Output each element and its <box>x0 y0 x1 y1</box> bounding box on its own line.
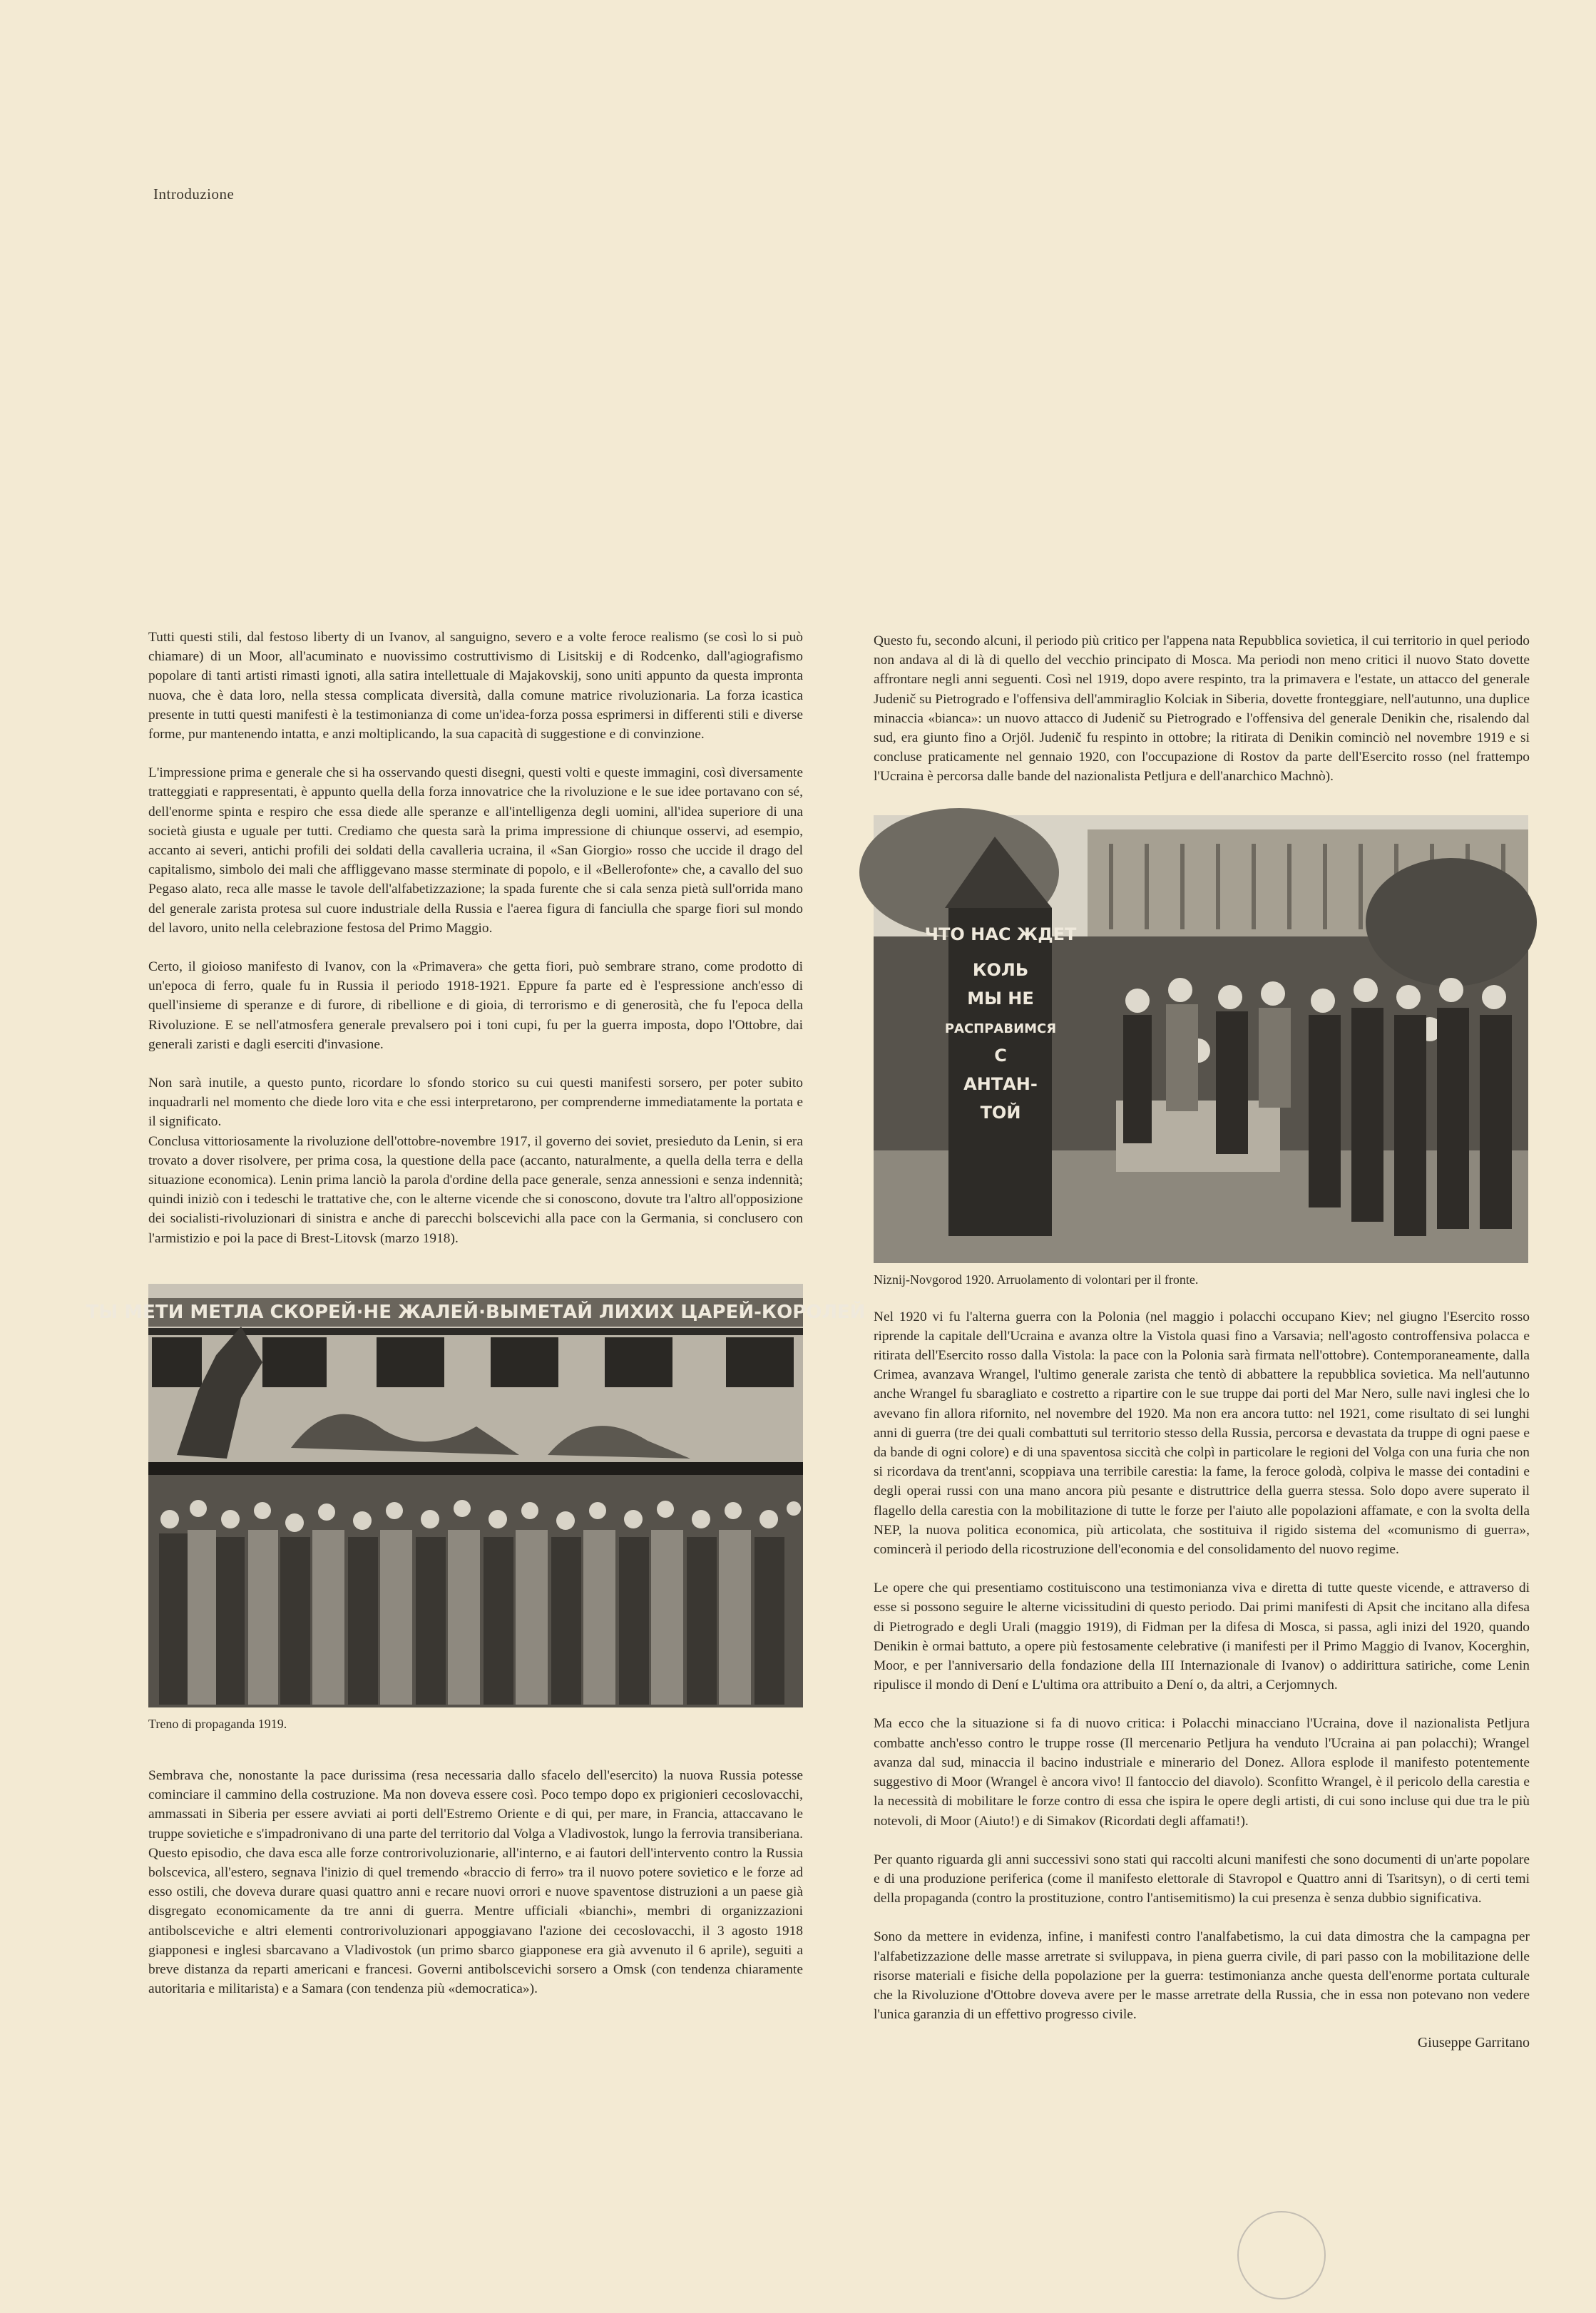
paragraph: Certo, il gioioso manifesto di Ivanov, con la «Primavera» che getta fiori, può sembrare strano, come prodotto di un'epoca di ferro, quale fu in Russia il periodo 1918-1921. Eppure fa parte ed è l'espressione anch'esso di quell'insieme di speranze e di furore, di ribellione e di gioia, di terrorismo e di generosità, che fu l'epoca della Rivoluzione. E se nell'atmosfera generale prevalsero poi i toni cupi, fu per la guerra imposta, dopo l'Ottobre, dai generali zaristi e dagli eserciti d'invasione. <box>148 959 803 1052</box>
photo-caption: Niznij-Novgorod 1920. Arruolamento di volontari per il fronte. <box>874 1272 1199 1287</box>
kiosk-text-line: КОЛЬ <box>972 959 1029 980</box>
section-header: Introduzione <box>153 185 235 203</box>
paragraph: L'impressione prima e generale che si ha osservando questi disegni, questi volti e queste immagini, così diversamente tratteggiati e rappresentati, è appunto quella della forza innovatrice che la rivoluzione e le sue idee portavano con sé, dell'enorme spinta e respiro che essa diede alle speranze e all'intelligenza degli uomini, all'idea superiore di una società giusta e uguale per tutti. Crediamo che questa sarà la prima impressione di chiunque osservi, ad esempio, accanto ai severi, antichi profili dei soldati della cavalleria ucraina, il «San Giorgio» rosso che uccide il drago del capitalismo, simbolo dei mali che affliggevano masse sterminate di popolo, e il «Bellerofonte» che, a cavallo del suo Pegaso alato, reca alle masse le tavole dell'alfabetizzazione; la spada furente che si cala senza pietà sull'orrida mano del generale zarista protesa sul cuore industriale della Russia e l'aerea figura di fanciulla che sparge fiori sul mondo del lavoro, unito nella celebrazione festosa del Primo Maggio. <box>148 765 803 936</box>
kiosk-text-line: РАСПРАВИМСЯ <box>944 1021 1057 1036</box>
paragraph: Non sarà inutile, a questo punto, ricordare lo sfondo storico su cui questi manifesti sorsero, per poter subito inquadrarli nel momento che diede loro vita e che essi interpretarono, per comprenderne immediatamente la portata e il significato. <box>148 1076 803 1130</box>
left-column <box>86 628 866 2018</box>
kiosk-text-line: ТОЙ <box>980 1102 1021 1123</box>
paragraph: Questo fu, secondo alcuni, il periodo più critico per l'appena nata Repubblica sovietica, il cui territorio in quel periodo non andava al di là di quello del vecchio principato di Mosca. Ma periodi non meno critici il nuovo Stato dovette affrontare negli anni seguenti. Così nel 1919, dopo avere respinto, tra la primavera e l'estate, un attacco del generale Judenič su Pietrogrado e l'offensiva dell'ammiraglio Kolciak in Siberia, dovette fronteggiare, nell'autunno, una duplice minaccia «bianca»: un nuovo attacco di Judenič su Pietrogrado e l'offensiva del generale Denikin che, risalendo dal sud, era giunto fino a Orjöl. Judenič fu respinto in ottobre; la ritirata di Denikin cominciò nel novembre 1919 e si concluse praticamente nel gennaio 1920, con l'occupazione di Rostov da parte dell'Esercito rosso (nel frattempo l'Ucraina è percorsa dalle bande del nazionalista Petljura e dell'anarchico Machnò). <box>874 633 1530 785</box>
kiosk-text-line: МЫ НЕ <box>967 988 1034 1009</box>
kiosk-text-line: ЧТО НАС ЖДЕТ <box>924 924 1077 944</box>
paragraph: Per quanto riguarda gli anni successivi sono stati qui raccolti alcuni manifesti che sono documenti di un'arte popolare e di una produzione periferica (come il manifesto elettorale di Stavropol e Quattro anni di Tsaritsyn), o di certi temi della propaganda (contro la prostituzione, contro l'antisemitismo) la cui presenza è senza dubbio significativa. <box>874 1852 1530 1906</box>
paragraph: Conclusa vittoriosamente la rivoluzione dell'ottobre-novembre 1917, il governo dei soviet, presieduto da Lenin, si era trovato a dover risolvere, per prima cosa, la questione della pace (accanto, naturalmente, a quella della terra e della situazione economica). Lenin prima lanciò la parola d'ordine della pace generale, senza annessioni e senza indennità; quindi iniziò con i tedeschi le trattative che, con le alterne vicende che si conoscono, dovute tra l'altro all'opposizione dei socialisti-rivoluzionari di sinistra e anche di parecchi bolscevichi alla pace con la Germania, si conclusero con l'armistizio e poi la pace di Brest-Litovsk (marzo 1918). <box>148 1133 803 1246</box>
propaganda-train-photo <box>86 1284 866 1707</box>
right-column <box>874 631 1530 2053</box>
library-stamp <box>1237 2211 1326 2299</box>
paragraph: Nel 1920 vi fu l'alterna guerra con la Polonia (nel maggio i polacchi occupano Kiev; nel giugno l'Esercito rosso riprende la capitale dell'Ucraina e avanza oltre la Vistola quasi fino a Varsavia; nell'agosto controffensiva polacca e ritirata dell'Esercito rosso dalla Vistola: la pace con la Polonia sarà firmata nell'ottobre). Contemporaneamente, dalla Crimea, avanzava Wrangel, l'ultimo generale zarista che tentò di abbattere la repubblica sovietica. Ma nell'autunno anche Wrangel fu sbaragliato e costretto a ripartire con le sue truppe dai porti del Mar Nero, sulle navi inglesi che lo avevano fin allora rifornito, nel novembre del 1920. Ma non era ancora tutto: nel 1921, come risultato di sei lunghi anni di guerra (tre dei quali combattuti sul territorio stesso della Russia, percorsa e devastata da truppe di ogni paese e da bande di ogni colore) e di una spaventosa siccità che colpì in particolare le regioni del Volga con una furia che non si ricordava da trent'anni, scoppiava una terribile carestia: la fame, la feroce golodà, colpiva le masse dei contadini e degli operai russi con una mano ancora più pesante e distruttrice della guerra stessa. Solo dopo avere superato il flagello della carestia con la mobilitazione di tutte le forze per l'aiuto alle popolazioni affamate, e con la svolta della NEP, la nuova politica economica, più articolata, che sostituiva il rigido sistema del «comunismo di guerra», comincerà il periodo della ricostruzione dell'economia e del consolidamento del nuovo regime. <box>874 1309 1530 1558</box>
paragraph: Le opere che qui presentiamo costituiscono una testimonianza viva e diretta di tutte queste vicende, e attraverso di esse si possono seguire le alterne vicissitudini di questo periodo. Dai primi manifesti di Apsit che incitano alla difesa di Pietrogrado e degli Urali (maggio 1919), di Fidman per la difesa di Mosca, si passa, agli inizi del 1920, quando Denikin è ormai battuto, a opere più festosamente celebrative (i manifesti per il Primo Maggio di Ivanov, Kocerghin, Moor, e per l'anniversario della fondazione della III Internazionale di Ivanov) o addirittura satiriche, come Lenin ripulisce il mondo di Dení e L'ultima ora attribuito a Dení o, da altri, a Cerjomnych. <box>874 1581 1530 1693</box>
paragraph: Ma ecco che la situazione si fa di nuovo critica: i Polacchi minacciano l'Ucraina, dove il nazionalista Petljura combatte anch'esso contro le truppe rosse (Il mercenario Petljura ha venduto l'Ucraina ai pan polacchi); Wrangel avanza dal sud, minaccia il bacino industriale e minerario del Donez. Allora esplode il manifesto potentemente suggestivo di Moor (Wrangel è ancora vivo! Il fantoccio del diavolo). Sconfitto Wrangel, è il pericolo della carestia e la necessità di mobilitare le forze contro di essa che ispira le opere degli artisti, di cui sono incluse qui due tra le più notevoli, di Moor (Aiuto!) e di Simakov (Ricordati degli affamati!). <box>874 1716 1530 1829</box>
photo-caption: Treno di propaganda 1919. <box>148 1716 287 1731</box>
author-signature: Giuseppe Garritano <box>1417 2035 1530 2051</box>
kiosk-text-line: С <box>994 1045 1007 1066</box>
train-banner-text: ТЫ МЕТИ МЕТЛА СКОРЕЙ·НЕ ЖАЛЕЙ·ВЫМЕТАЙ ЛИХИХ ЦАРЕЙ-КОРОЛЕЙ <box>86 1301 866 1323</box>
kiosk-text-line: АНТАН- <box>963 1073 1038 1094</box>
paragraph: Sono da mettere in evidenza, infine, i manifesti contro l'analfabetismo, la cui data dimostra che la campagna per l'alfabetizzazione delle masse arretrate si sviluppava, in piena guerra civile, di pari passo con la mobilitazione delle risorse materiali e fisiche della popolazione per la guerra: testimonianza anche questa dell'enorme portata culturale che la Rivoluzione d'Ottobre doveva avere per le masse arretrate della Russia, che in essa non potevano non vedere l'unica garanzia di un effettivo progresso civile. <box>874 1929 1530 2023</box>
paragraph: Tutti questi stili, dal festoso liberty di un Ivanov, al sanguigno, severo e a volte feroce realismo (se così lo si può chiamare) di un Moor, all'acuminato e nuovissimo costruttivismo di Lisitskij e di Rodcenko, dall'agiografismo popolare di tanti artisti rimasti ignoti, alla satira intellettuale di Majakovskij, sono uniti appunto da questa impronta nuova, che è data loro, nella stessa complicata diversità, dalla comune matrice rivoluzionaria. La forza icastica presente in tutti questi manifesti è la testimonianza di come un'idea-forza possa esprimersi in differenti stili e diverse forme, pur mantenendo intatta, e anzi moltiplicando, la sua capacità di suggestione e di convinzione. <box>148 630 803 742</box>
paragraph: Sembrava che, nonostante la pace durissima (resa necessaria dallo sfacelo dell'esercito) la nuova Russia potesse cominciare il cammino della costruzione. Ma non doveva essere così. Poco tempo dopo ex prigionieri cecoslovacchi, ammassati in Siberia per essere avviati ai porti dell'Estremo Oriente e di qui, per mare, in Francia, attaccavano le truppe sovietiche e s'impadronivano di una parte del territorio dal Volga a Vladivostok, lungo la ferrovia transiberiana. Questo episodio, che dava esca alle forze controrivoluzionarie, all'interno, e ai fautori dell'intervento contro la Russia bolscevica, all'estero, segnava l'inizio di quel tremendo «braccio di ferro» tra il nuovo potere sovietico e le forze ad esso ostili, che doveva durare quasi quattro anni e recare nuovi orrori e nuove spaventose distruzioni a un paese già disgregato economicamente da tre anni di guerra. Mentre ufficiali «bianchi», membri di organizzazioni antibolsceviche e altri elementi controrivoluzionari appoggiavano l'azione dei cecoslovacchi, il 3 agosto 1918 giapponesi e inglesi sbarcavano a Vladivostok (un primo sbarco giapponese era già avvenuto il 6 aprile), seguiti a breve distanza da reparti americani e francesi. Governi antibolscevichi sorsero a Omsk (con tendenza chiaramente autoritaria e militarista) e a Samara (con tendenza più «democratica»). <box>148 1767 803 1997</box>
nizhny-novgorod-photo <box>874 815 1528 1263</box>
